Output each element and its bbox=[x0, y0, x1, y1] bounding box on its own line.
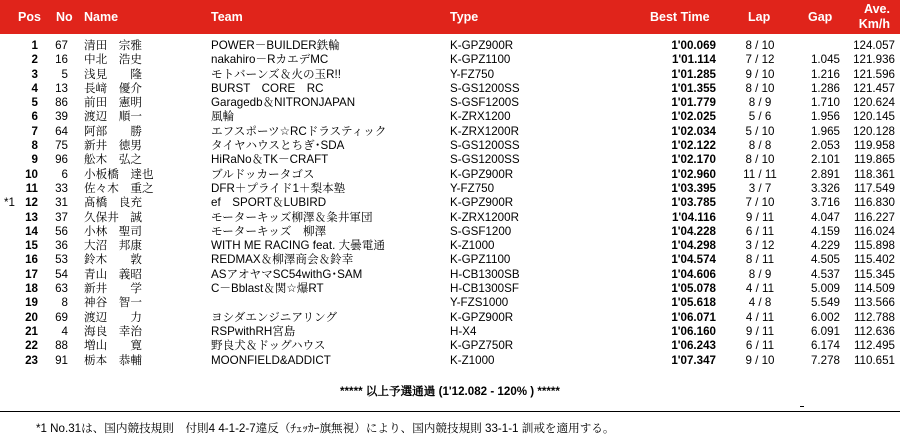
table-row bbox=[0, 153, 900, 167]
cell-type: S-GSF1200S bbox=[450, 96, 519, 110]
cell-type: S-GS1200SS bbox=[450, 81, 520, 95]
cell-lap: 3 / 7 bbox=[748, 181, 772, 195]
table-row bbox=[0, 253, 900, 267]
cell-best-time: 1'04.116 bbox=[671, 210, 716, 224]
cell-gap: 3.326 bbox=[810, 181, 840, 195]
cell-type: K-GPZ900R bbox=[450, 39, 514, 52]
cell-no: 37 bbox=[55, 210, 68, 224]
cell-ave: 110.651 bbox=[853, 353, 895, 367]
cell-type: S-GS1200SS bbox=[450, 139, 520, 153]
cell-team: RSPwithRH宮島 bbox=[211, 324, 296, 338]
cell-gap: 1.965 bbox=[810, 124, 840, 138]
cell-pos: 19 bbox=[25, 296, 38, 310]
col-best-time-header: Best Time bbox=[650, 10, 710, 24]
cell-type: S-GSF1200 bbox=[450, 224, 512, 238]
col-pos-header: Pos bbox=[18, 10, 41, 24]
cell-name: 髙橋 良充 bbox=[84, 196, 142, 210]
cell-type: K-ZRX1200R bbox=[450, 210, 519, 224]
cell-pos: 22 bbox=[25, 339, 38, 353]
cell-gap: 3.716 bbox=[810, 196, 840, 210]
cell-type: K-GPZ750R bbox=[450, 339, 514, 353]
cell-gap: 6.174 bbox=[810, 339, 840, 353]
cell-name: 大沼 邦康 bbox=[84, 239, 142, 253]
cell-best-time: 1'01.114 bbox=[671, 53, 716, 67]
cell-no: 67 bbox=[55, 39, 68, 52]
cell-lap: 7 / 12 bbox=[745, 53, 775, 67]
cell-ave: 119.865 bbox=[853, 153, 895, 167]
cell-ave: 116.024 bbox=[853, 224, 895, 238]
cell-lap: 8 / 10 bbox=[745, 81, 775, 95]
cell-lap: 9 / 10 bbox=[745, 353, 775, 367]
cell-team: モーターキッズ 柳澤 bbox=[211, 224, 327, 238]
cell-team: nakahiro－RカエデMC bbox=[211, 53, 329, 67]
cell-gap: 2.053 bbox=[810, 139, 840, 153]
cell-ave: 115.402 bbox=[853, 253, 895, 267]
cell-pos: 7 bbox=[31, 124, 38, 138]
cell-no: 6 bbox=[61, 167, 68, 181]
cell-team: C－Bblast＆関☆爆RT bbox=[211, 282, 324, 296]
cell-team: モーターキッズ柳澤＆粂井軍団 bbox=[211, 210, 373, 224]
cell-team: POWER－BUILDER鉄輪 bbox=[211, 39, 340, 52]
table-row bbox=[0, 211, 900, 225]
cell-name: 海良 幸治 bbox=[84, 324, 142, 338]
cell-type: K-GPZ900R bbox=[450, 167, 514, 181]
table-row bbox=[0, 268, 900, 282]
cell-lap: 7 / 10 bbox=[745, 196, 775, 210]
cell-ave: 114.509 bbox=[853, 282, 895, 296]
cell-gap: 2.101 bbox=[810, 153, 840, 167]
table-row bbox=[0, 168, 900, 182]
cell-pos: 21 bbox=[25, 324, 38, 338]
cell-no: 13 bbox=[55, 81, 68, 95]
cell-pos: 18 bbox=[25, 282, 38, 296]
cell-ave: 112.788 bbox=[853, 310, 895, 324]
cell-gap: 1.216 bbox=[810, 67, 840, 81]
cell-name: 清田 宗雅 bbox=[84, 39, 142, 52]
cell-gap: 6.002 bbox=[810, 310, 840, 324]
cell-gap: 4.537 bbox=[810, 267, 840, 281]
cell-name: 新井 学 bbox=[84, 282, 142, 296]
cell-team: Garagedb＆NITRONJAPAN bbox=[211, 96, 356, 110]
cell-best-time: 1'05.078 bbox=[671, 282, 716, 296]
penalty-footnote: *1 No.31は、国内競技規則 付則4 4-1-2-7違反（ﾁｪｯｶｰ旗無視）により、国内競技規則 33-1-1 訓戒を適用する。 bbox=[36, 422, 615, 435]
cell-gap: 5.549 bbox=[810, 296, 840, 310]
cell-ave: 121.457 bbox=[853, 81, 895, 95]
cell-best-time: 1'06.160 bbox=[671, 324, 716, 338]
cell-best-time: 1'01.355 bbox=[671, 81, 716, 95]
cell-team: ヨシダエンジニアリング bbox=[211, 310, 338, 324]
cell-best-time: 1'01.285 bbox=[671, 67, 716, 81]
cell-lap: 4 / 11 bbox=[745, 310, 775, 324]
divider-tick bbox=[800, 406, 804, 407]
cell-gap: 4.229 bbox=[810, 239, 840, 253]
cell-gap: 1.956 bbox=[810, 110, 840, 124]
cell-name: 小板橋 達也 bbox=[84, 167, 154, 181]
cell-pos: 14 bbox=[25, 224, 38, 238]
cell-no: 63 bbox=[55, 282, 68, 296]
cell-no: 8 bbox=[61, 296, 68, 310]
cell-best-time: 1'02.034 bbox=[671, 124, 716, 138]
cell-pos: 17 bbox=[25, 267, 38, 281]
cell-ave: 120.145 bbox=[853, 110, 895, 124]
table-row bbox=[0, 110, 900, 124]
cell-ave: 121.596 bbox=[853, 67, 895, 81]
cell-name: 栃本 恭輔 bbox=[84, 353, 142, 367]
cell-ave: 120.128 bbox=[853, 124, 895, 138]
cell-lap: 8 / 10 bbox=[745, 153, 775, 167]
cell-ave: 116.830 bbox=[853, 196, 895, 210]
cell-best-time: 1'01.779 bbox=[671, 96, 716, 110]
cell-no: 33 bbox=[55, 181, 68, 195]
cell-type: K-GPZ900R bbox=[450, 310, 514, 324]
cell-ave: 118.361 bbox=[853, 167, 895, 181]
cell-no: 91 bbox=[55, 353, 68, 367]
cell-pos: 3 bbox=[31, 67, 38, 81]
cell-ave: 112.495 bbox=[853, 339, 895, 353]
cell-ave: 113.566 bbox=[853, 296, 895, 310]
cell-name: 青山 義昭 bbox=[84, 267, 142, 281]
cell-pos: 2 bbox=[31, 53, 38, 67]
table-row bbox=[0, 139, 900, 153]
cell-gap: 4.505 bbox=[810, 253, 840, 267]
col-ave-header-line1: Ave. bbox=[864, 2, 890, 16]
cell-lap: 6 / 11 bbox=[745, 224, 775, 238]
cell-pos: 6 bbox=[31, 110, 38, 124]
cell-no: 36 bbox=[55, 239, 68, 253]
cell-pos: 13 bbox=[25, 210, 38, 224]
table-row bbox=[0, 125, 900, 139]
cell-name: 中北 浩史 bbox=[84, 53, 142, 67]
cell-best-time: 1'06.243 bbox=[671, 339, 716, 353]
cell-team: REDMAX＆柳澤商会＆鈴幸 bbox=[211, 253, 354, 267]
cell-ave: 112.636 bbox=[853, 324, 895, 338]
cell-team: ef SPORT＆LUBIRD bbox=[211, 196, 327, 210]
results-table-header bbox=[0, 0, 900, 34]
cell-lap: 8 / 10 bbox=[745, 39, 775, 52]
cell-name: 渡辺 順一 bbox=[84, 110, 142, 124]
cell-name: 佐々木 重之 bbox=[84, 181, 154, 195]
cell-type: K-ZRX1200 bbox=[450, 110, 511, 124]
cell-ave: 115.345 bbox=[853, 267, 895, 281]
cell-best-time: 1'03.395 bbox=[671, 181, 716, 195]
cell-no: 54 bbox=[55, 267, 68, 281]
cell-type: K-Z1000 bbox=[450, 353, 495, 367]
cell-type: K-GPZ1100 bbox=[450, 253, 511, 267]
cell-lap: 8 / 11 bbox=[745, 253, 775, 267]
cell-ave: 117.549 bbox=[853, 181, 895, 195]
table-row bbox=[0, 282, 900, 296]
cell-lap: 5 / 6 bbox=[748, 110, 772, 124]
table-row bbox=[0, 53, 900, 67]
cell-no: 56 bbox=[55, 224, 68, 238]
cell-no: 5 bbox=[61, 67, 68, 81]
cell-gap: 1.045 bbox=[810, 53, 840, 67]
cell-gap: 1.710 bbox=[810, 96, 840, 110]
cell-lap: 9 / 11 bbox=[745, 324, 775, 338]
cell-lap: 3 / 12 bbox=[745, 239, 775, 253]
cell-team: エフスポーツ☆RCドラスティック bbox=[211, 124, 387, 138]
cell-gap: 4.159 bbox=[810, 224, 840, 238]
cell-no: 39 bbox=[55, 110, 68, 124]
cell-best-time: 1'00.069 bbox=[671, 39, 716, 52]
col-no-header: No bbox=[56, 10, 73, 24]
cell-name: 増山 寛 bbox=[84, 339, 142, 353]
cell-pos: 10 bbox=[25, 167, 38, 181]
cell-pos: 15 bbox=[25, 239, 38, 253]
cell-name: 神谷 智一 bbox=[84, 296, 142, 310]
cell-ave: 119.958 bbox=[853, 139, 895, 153]
cell-best-time: 1'02.122 bbox=[671, 139, 716, 153]
col-lap-header: Lap bbox=[748, 10, 771, 24]
cell-type: K-ZRX1200R bbox=[450, 124, 519, 138]
cell-no: 16 bbox=[55, 53, 68, 67]
cell-gap: 7.278 bbox=[810, 353, 840, 367]
cell-type: K-Z1000 bbox=[450, 239, 495, 253]
cell-no: 64 bbox=[55, 124, 68, 138]
cell-type: Y-FZ750 bbox=[450, 67, 495, 81]
cell-gap: 4.047 bbox=[810, 210, 840, 224]
cell-best-time: 1'02.170 bbox=[671, 153, 716, 167]
cell-pos: 5 bbox=[31, 96, 38, 110]
cell-team: HiRaNo＆TK－CRAFT bbox=[211, 153, 329, 167]
cell-best-time: 1'02.960 bbox=[671, 167, 716, 181]
table-row bbox=[0, 182, 900, 196]
cell-name: 鈴木 敦 bbox=[84, 253, 142, 267]
cell-lap: 11 / 11 bbox=[743, 167, 777, 181]
cell-gap: 6.091 bbox=[810, 324, 840, 338]
cell-name: 長﨑 優介 bbox=[84, 81, 142, 95]
cell-best-time: 1'05.618 bbox=[671, 296, 716, 310]
col-ave-header-line2: Km/h bbox=[858, 17, 890, 31]
cell-ave: 124.057 bbox=[853, 39, 895, 52]
table-row bbox=[0, 68, 900, 82]
cell-team: タイヤハウスとちぎ･SDA bbox=[211, 139, 345, 153]
table-row bbox=[0, 82, 900, 96]
cell-team: BURST CORE RC bbox=[211, 81, 324, 95]
cell-type: S-GS1200SS bbox=[450, 153, 520, 167]
cell-team: ブルドッカータゴス bbox=[211, 167, 315, 181]
table-row bbox=[0, 339, 900, 353]
cell-gap: 5.009 bbox=[810, 282, 840, 296]
cell-no: 4 bbox=[61, 324, 68, 338]
results-table-body bbox=[0, 39, 900, 368]
table-row bbox=[0, 311, 900, 325]
cell-lap: 8 / 9 bbox=[748, 267, 772, 281]
cell-name: 阿部 勝 bbox=[84, 124, 142, 138]
cell-name: 浅見 隆 bbox=[84, 67, 142, 81]
cell-gap: 1.286 bbox=[810, 81, 840, 95]
cell-type: H-CB1300SB bbox=[450, 267, 520, 281]
cell-best-time: 1'07.347 bbox=[671, 353, 716, 367]
cell-best-time: 1'04.298 bbox=[671, 239, 716, 253]
cell-name: 前田 憲明 bbox=[84, 96, 142, 110]
table-row bbox=[0, 296, 900, 310]
cell-pos: 16 bbox=[25, 253, 38, 267]
cell-lap: 5 / 10 bbox=[745, 124, 775, 138]
cell-lap: 4 / 8 bbox=[748, 296, 772, 310]
cell-pos: 20 bbox=[25, 310, 38, 324]
cell-pos: 11 bbox=[25, 181, 38, 195]
cell-name: 久保井 誠 bbox=[84, 210, 142, 224]
cell-ave: 116.227 bbox=[853, 210, 895, 224]
footnote-divider bbox=[0, 411, 900, 412]
cell-lap: 8 / 9 bbox=[748, 96, 772, 110]
cell-pos: 8 bbox=[31, 139, 38, 153]
cell-team: 風輪 bbox=[211, 110, 235, 124]
cell-ave: 120.624 bbox=[853, 96, 895, 110]
cell-pos: 23 bbox=[25, 353, 38, 367]
table-row bbox=[0, 96, 900, 110]
cell-type: H-CB1300SF bbox=[450, 282, 519, 296]
cell-lap: 9 / 11 bbox=[745, 210, 775, 224]
cell-name: 舩木 弘之 bbox=[84, 153, 142, 167]
qualification-cutoff-line: ***** 以上予選通過 (1'12.082 - 120% ) ***** bbox=[340, 385, 560, 398]
cell-team: DFR＋プライド1＋梨本塾 bbox=[211, 181, 346, 195]
cell-best-time: 1'04.574 bbox=[671, 253, 716, 267]
cell-best-time: 1'04.228 bbox=[671, 224, 716, 238]
cell-ave: 121.936 bbox=[853, 53, 895, 67]
cell-team: モトバーンズ＆火の玉R!! bbox=[211, 67, 341, 81]
table-row bbox=[0, 354, 900, 368]
cell-best-time: 1'02.025 bbox=[671, 110, 716, 124]
cell-no: 69 bbox=[55, 310, 68, 324]
cell-ave: 115.898 bbox=[853, 239, 895, 253]
table-row bbox=[0, 196, 900, 210]
table-row bbox=[0, 225, 900, 239]
cell-no: 88 bbox=[55, 339, 68, 353]
cell-team: 野良犬＆ドッグハウス bbox=[211, 339, 326, 353]
table-row bbox=[0, 39, 900, 53]
table-row bbox=[0, 239, 900, 253]
cell-no: 75 bbox=[55, 139, 68, 153]
cell-name: 新井 徳男 bbox=[84, 139, 142, 153]
col-team-header: Team bbox=[211, 10, 243, 24]
cell-type: Y-FZ750 bbox=[450, 181, 495, 195]
col-type-header: Type bbox=[450, 10, 479, 24]
cell-no: 96 bbox=[55, 153, 68, 167]
cell-pos: 1 bbox=[31, 39, 38, 52]
cell-type: H-X4 bbox=[450, 324, 477, 338]
cell-no: 53 bbox=[55, 253, 68, 267]
cell-lap: 9 / 10 bbox=[745, 67, 775, 81]
cell-lap: 8 / 8 bbox=[748, 139, 772, 153]
cell-pos: 4 bbox=[31, 81, 38, 95]
cell-pos: 9 bbox=[31, 153, 38, 167]
cell-best-time: 1'06.071 bbox=[671, 310, 716, 324]
cell-name: 渡辺 力 bbox=[84, 310, 142, 324]
col-name-header: Name bbox=[84, 10, 119, 24]
cell-pos: 12 bbox=[25, 196, 38, 210]
cell-type: K-GPZ900R bbox=[450, 196, 514, 210]
cell-lap: 4 / 11 bbox=[745, 282, 775, 296]
cell-team: MOONFIELD&ADDICT bbox=[211, 353, 331, 367]
cell-best-time: 1'04.606 bbox=[671, 267, 716, 281]
cell-no: 31 bbox=[55, 196, 68, 210]
cell-lap: 6 / 11 bbox=[745, 339, 775, 353]
col-gap-header: Gap bbox=[808, 10, 833, 24]
penalty-mark: *1 bbox=[4, 196, 15, 210]
cell-best-time: 1'03.785 bbox=[671, 196, 716, 210]
cell-team: ASアオヤマSC54withG･SAM bbox=[211, 267, 363, 281]
table-row bbox=[0, 325, 900, 339]
cell-team: WITH ME RACING feat. 大曇電通 bbox=[211, 239, 385, 253]
cell-type: Y-FZS1000 bbox=[450, 296, 509, 310]
cell-name: 小林 聖司 bbox=[84, 224, 142, 238]
cell-gap: 2.891 bbox=[810, 167, 840, 181]
cell-type: K-GPZ1100 bbox=[450, 53, 511, 67]
cell-no: 86 bbox=[55, 96, 68, 110]
